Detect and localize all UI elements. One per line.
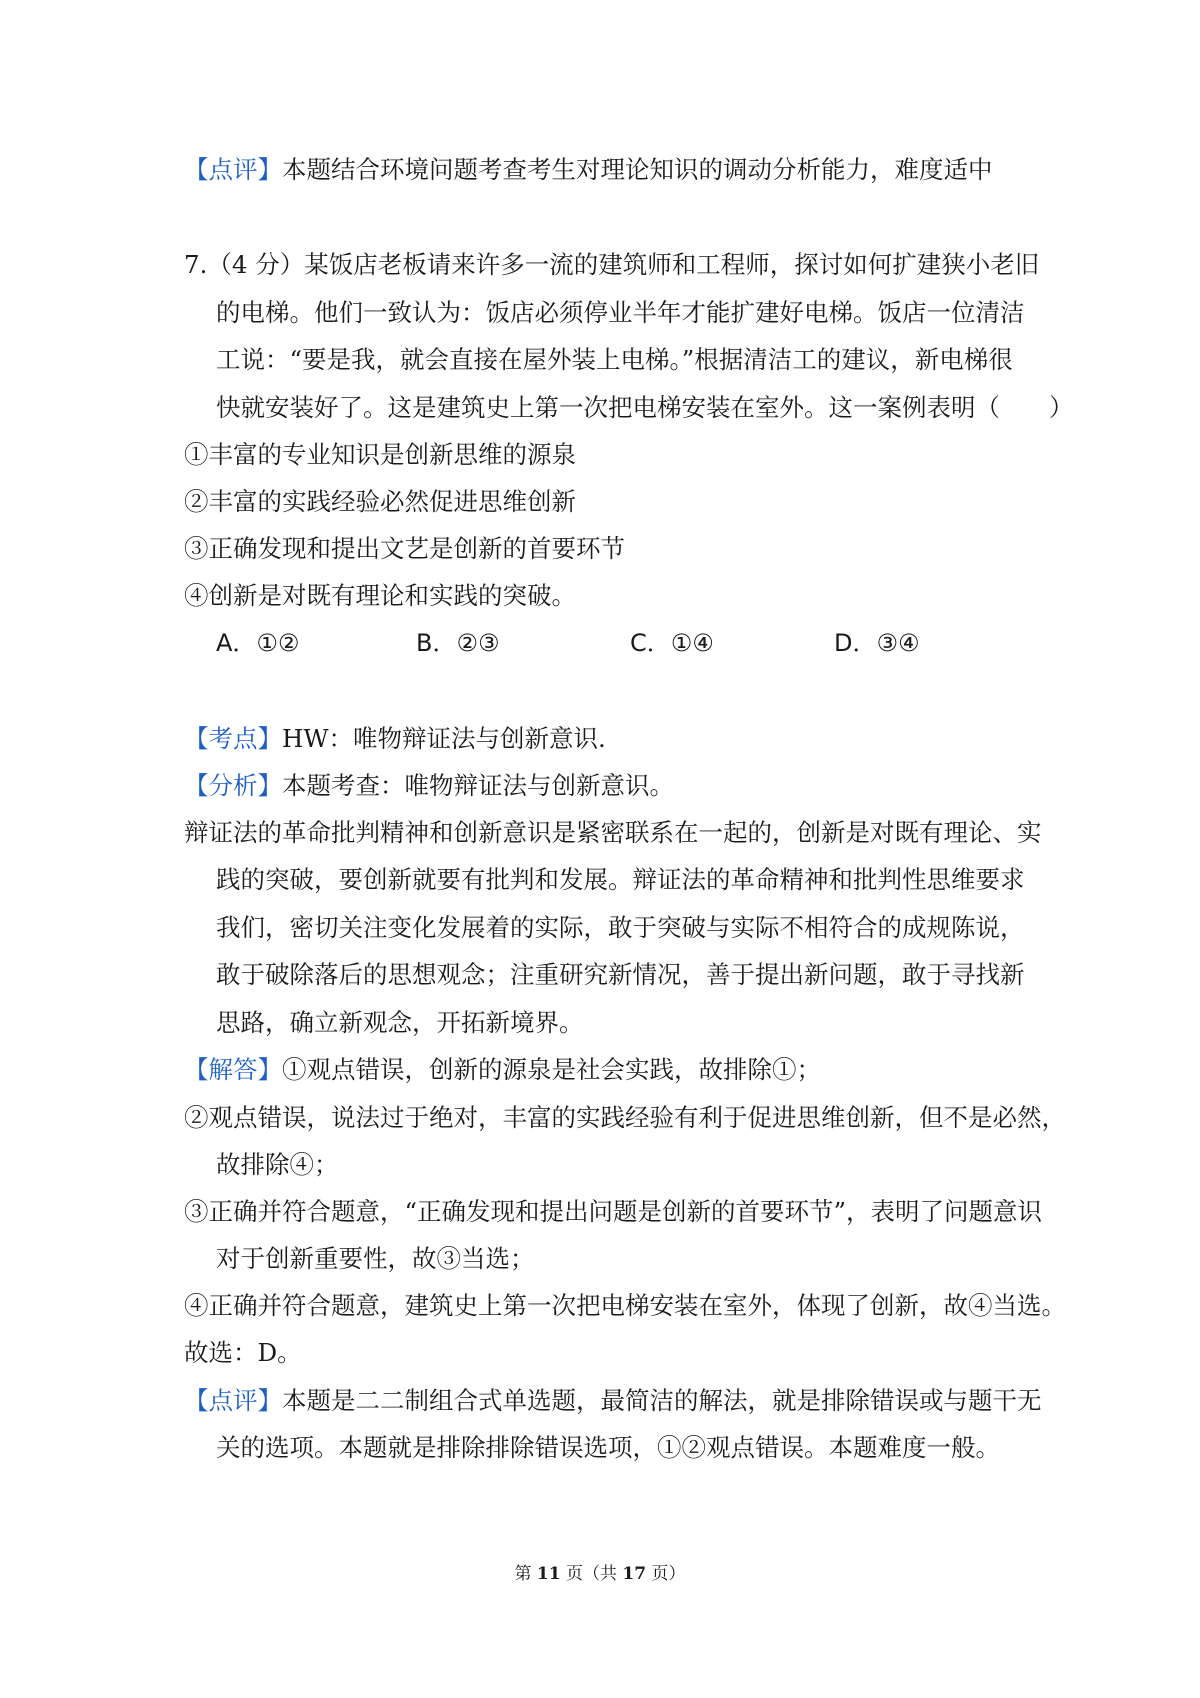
analysis-line-5: 思路，确立新观念，开拓新境界。 [216, 1008, 584, 1037]
jieda-line-5: 对于创新重要性，故③当选； [216, 1244, 535, 1273]
footer-mid: 页（共 [560, 1564, 623, 1584]
fenxi-text: 本题考查：唯物辩证法与创新意识。 [282, 771, 674, 800]
jieda-text: ①观点错误，创新的源泉是社会实践，故排除①； [282, 1055, 821, 1084]
analysis-line-3: 我们，密切关注变化发展着的实际，敢于突破与实际不相符合的成规陈说， [216, 913, 1025, 942]
kaodian-text: HW：唯物辩证法与创新意识. [282, 724, 606, 753]
jieda-line-2: ②观点错误，说法过于绝对，丰富的实践经验有利于促进思维创新，但不是必然， [184, 1103, 1066, 1132]
jieda-line-6: ④正确并符合题意，建筑史上第一次把电梯安装在室外，体现了创新，故④当选。 [184, 1291, 1066, 1320]
footer-pre: 第 [514, 1564, 537, 1584]
review-line [184, 155, 993, 185]
question-stem-line-1: 7.（4 分）某饭店老板请来许多一流的建筑师和工程师，探讨如何扩建狭小老旧 [184, 250, 1040, 279]
review2-text: 本题是二二制组合式单选题，最简洁的解法，就是排除错误或与题干无 [282, 1386, 1042, 1415]
review2-tag: 【点评】 [184, 1386, 282, 1415]
analysis-line-4: 敢于破除落后的思想观念；注重研究新情况，善于提出新问题，敢于寻找新 [216, 960, 1025, 989]
fenxi-tag: 【分析】 [184, 771, 282, 800]
statement-2: ②丰富的实践经验必然促进思维创新 [184, 487, 576, 516]
footer-post: 页） [646, 1564, 686, 1584]
kaodian-line [184, 724, 606, 754]
statement-3: ③正确发现和提出文艺是创新的首要环节 [184, 534, 625, 563]
fenxi-line [184, 771, 674, 801]
footer-total-pages: 17 [622, 1564, 647, 1584]
kaodian-tag: 【考点】 [184, 724, 282, 753]
jieda-line [184, 1055, 821, 1085]
option-b: B．②③ [416, 629, 500, 657]
page-footer [0, 1562, 1200, 1586]
jieda-line-4: ③正确并符合题意，“正确发现和提出问题是创新的首要环节”，表明了问题意识 [184, 1197, 1043, 1226]
question-stem-line-2: 的电梯。他们一致认为：饭店必须停业半年才能扩建好电梯。饭店一位清洁 [216, 298, 1025, 327]
answer-options [216, 628, 976, 660]
footer-page-number: 11 [536, 1564, 561, 1584]
analysis-line-2: 践的突破，要创新就要有批判和发展。辩证法的革命精神和批判性思维要求 [216, 865, 1025, 894]
question-stem-line-4: 快就安装好了。这是建筑史上第一次把电梯安装在室外。这一案例表明（ ） [216, 393, 1074, 422]
jieda-answer: 故选：D。 [184, 1338, 302, 1367]
review2-line [184, 1386, 1042, 1416]
statement-4: ④创新是对既有理论和实践的突破。 [184, 581, 576, 610]
option-a: A．①② [216, 629, 300, 657]
analysis-line-1: 辩证法的革命批判精神和创新意识是紧密联系在一起的，创新是对既有理论、实 [184, 818, 1042, 847]
review-tag: 【点评】 [184, 155, 282, 184]
review2-line-2: 关的选项。本题就是排除排除错误选项，①②观点错误。本题难度一般。 [216, 1433, 1000, 1462]
jieda-line-3: 故排除④； [216, 1150, 339, 1179]
question-stem-line-3: 工说：“要是我，就会直接在屋外装上电梯。”根据清洁工的建议，新电梯很 [216, 345, 1013, 374]
option-d: D．③④ [834, 629, 920, 657]
statement-1: ①丰富的专业知识是创新思维的源泉 [184, 440, 576, 469]
option-c: C．①④ [630, 629, 714, 657]
review-text: 本题结合环境问题考查考生对理论知识的调动分析能力，难度适中 [282, 155, 993, 184]
jieda-tag: 【解答】 [184, 1055, 282, 1084]
